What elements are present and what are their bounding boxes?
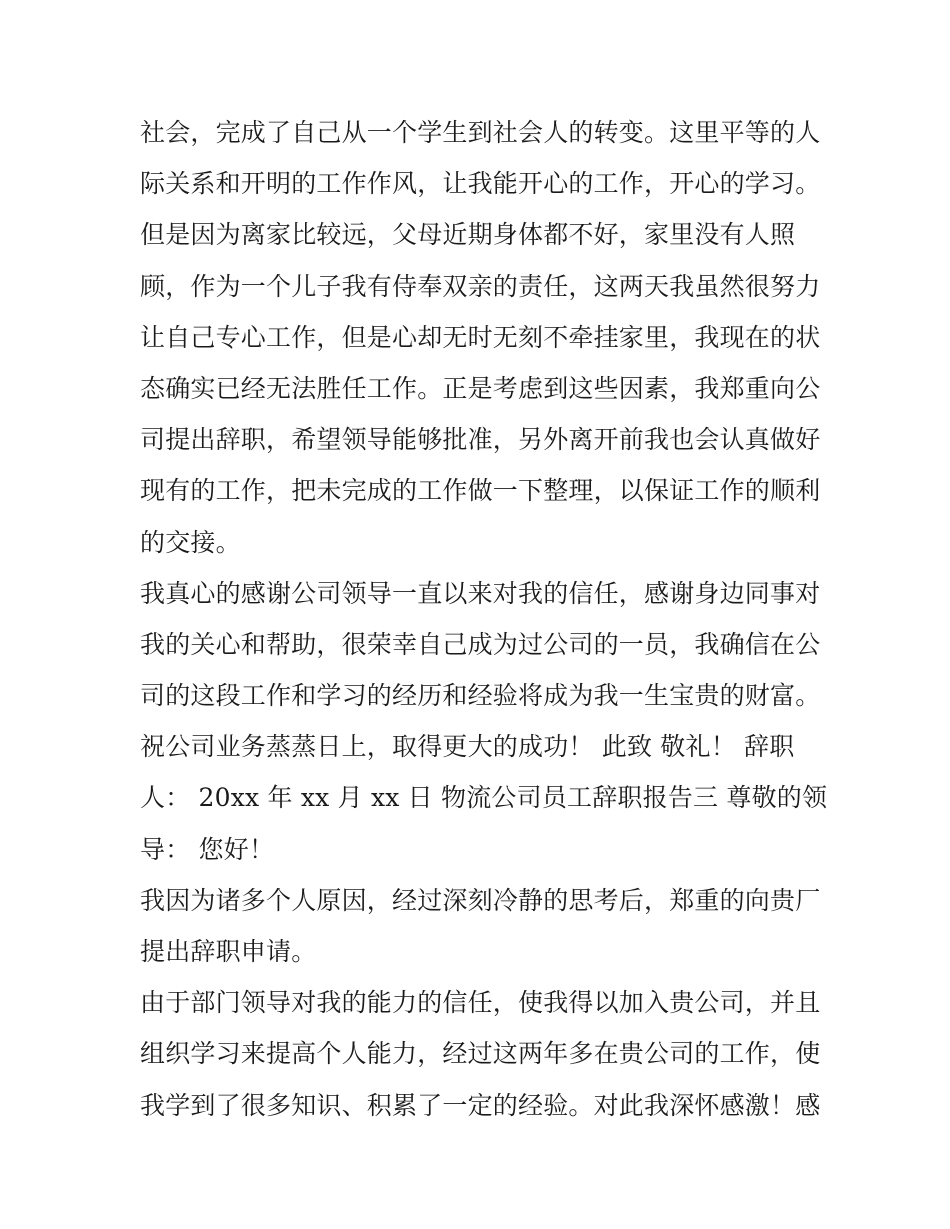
text-line: 导： 您好！ [140, 834, 275, 864]
text-line: 我学到了很多知识、积累了一定的经验。对此我深怀感激！感 [140, 1090, 821, 1120]
text-line: 现有的工作，把未完成的工作做一下整理，以保证工作的顺利 [140, 476, 821, 506]
text-line: 但是因为离家比较远，父母近期身体都不好，家里没有人照 [140, 220, 796, 250]
text-line: 我真心的感谢公司领导一直以来对我的信任，感谢身边同事对 [140, 578, 821, 608]
text-line: 际关系和开明的工作作风，让我能开心的工作，开心的学习。 [140, 169, 821, 199]
text-line: 提出辞职申请。 [140, 937, 317, 966]
text-line: 社会，完成了自己从一个学生到社会人的转变。这里平等的人 [140, 118, 821, 147]
text-line: 让自己专心工作，但是心却无时无刻不牵挂家里，我现在的状 [140, 322, 821, 352]
text-line: 司的这段工作和学习的经历和经验将成为我一生宝贵的财富。 [140, 681, 821, 711]
text-line: 态确实已经无法胜任工作。正是考虑到这些因素，我郑重向公 [140, 373, 821, 403]
text-line: 人： 20xx 年 xx 月 xx 日 物流公司员工辞职报告三 尊敬的领 [140, 783, 828, 813]
text-line: 由于部门领导对我的能力的信任，使我得以加入贵公司，并且 [140, 988, 821, 1018]
text-line: 组织学习来提高个人能力，经过这两年多在贵公司的工作，使 [140, 1039, 821, 1069]
text-line: 我因为诸多个人原因，经过深刻冷静的思考后，郑重的向贵厂 [140, 885, 821, 915]
text-line: 的交接。 [140, 527, 241, 557]
text-line: 我的关心和帮助，很荣幸自己成为过公司的一员，我确信在公 [140, 629, 821, 659]
text-line: 司提出辞职，希望领导能够批准，另外离开前我也会认真做好 [140, 425, 821, 455]
body-text [140, 107, 828, 1131]
text-line: 顾，作为一个儿子我有侍奉双亲的责任，这两天我虽然很努力 [140, 271, 821, 301]
text-line: 祝公司业务蒸蒸日上，取得更大的成功！ 此致 敬礼！ 辞职 [140, 732, 795, 762]
